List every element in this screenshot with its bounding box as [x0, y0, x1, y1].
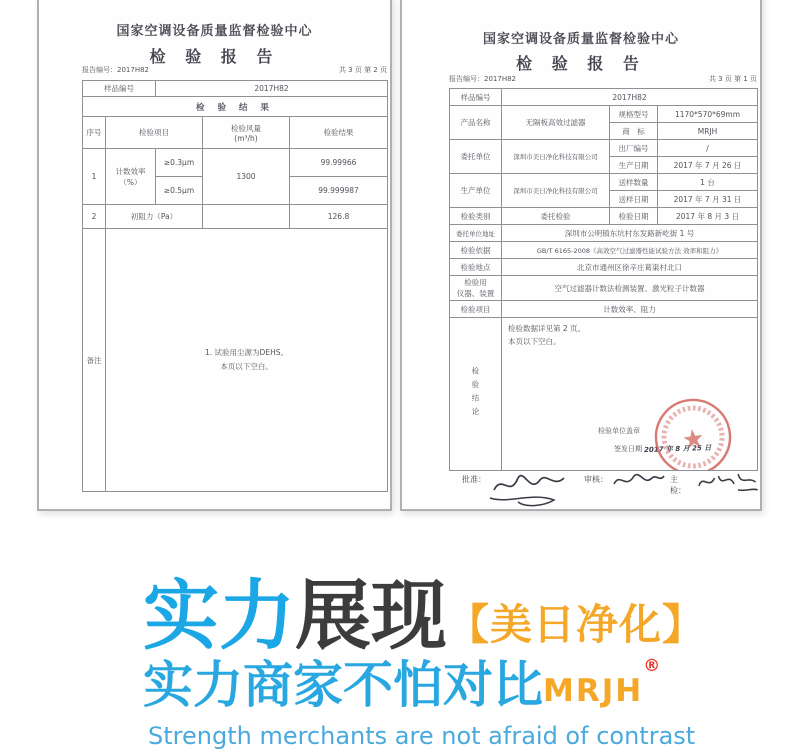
info-table	[449, 88, 758, 471]
report-page-2	[37, 0, 392, 511]
seal-caption: 检验单位盖章	[598, 427, 640, 435]
particle-size-1: ≥0.3μm	[156, 149, 203, 177]
basis-label: 检验依据	[450, 242, 502, 259]
item-resistance: 初阻力（Pa）	[106, 205, 203, 229]
product-label: 产品名称	[450, 106, 502, 140]
item-efficiency: 计数效率（%）	[106, 149, 156, 205]
instrument-label: 检验用 仪器、装置	[450, 276, 502, 301]
issue-date-line: 签发日期 2017 年 8 月 25 日	[614, 443, 712, 455]
maker-value: 深圳市美日净化科技有限公司	[502, 174, 610, 208]
col-header-no: 序号	[83, 117, 106, 149]
results-table	[82, 80, 388, 492]
sample-date-value: 2017 年 7 月 31 日	[658, 191, 758, 208]
result-value-1: 99.99966	[290, 149, 388, 177]
items-label: 检验项目	[450, 301, 502, 318]
report-meta	[449, 74, 757, 84]
page-indicator: 共 3 页 第 2 页	[338, 66, 387, 74]
type-value: 委托检验	[502, 208, 610, 225]
red-round-stamp-icon	[647, 391, 740, 471]
registered-trademark-icon: ®	[643, 656, 661, 676]
subheadline-text: 实力商家不怕对比	[143, 656, 543, 714]
banner-english-tagline: Strength merchants are not afraid of contrast	[148, 722, 696, 750]
location-label: 检验地点	[450, 259, 502, 276]
col-header-item: 检验项目	[106, 117, 203, 149]
page-indicator: 共 3 页 第 1 页	[708, 75, 757, 83]
row-no: 2	[83, 205, 106, 229]
spec-label: 规格型号	[610, 106, 658, 123]
basis-value: GB/T 6165-2008《高效空气过滤器性能试验方法 效率和阻力》	[502, 242, 758, 259]
col-header-result: 检验结果	[290, 117, 388, 149]
items-value: 计数效率、阻力	[502, 301, 758, 318]
table-row	[450, 301, 758, 318]
insp-date-value: 2017 年 8 月 3 日	[658, 208, 758, 225]
signature-row	[402, 474, 760, 510]
banner-headline	[143, 571, 706, 660]
report-number: 报告编号：2017H82	[82, 66, 149, 74]
brand-value: MRJH	[658, 123, 758, 140]
report-page-1	[400, 0, 762, 511]
sample-date-label: 送样日期	[610, 191, 658, 208]
remarks-cell	[106, 229, 388, 492]
sample-no-value: 2017H82	[156, 81, 388, 97]
table-row	[83, 149, 388, 177]
reviewer-signature: 审核：	[584, 474, 666, 494]
center-name: 国家空调设备质量监督检验中心	[482, 32, 679, 47]
table-row	[450, 140, 758, 157]
particle-size-2: ≥0.5μm	[156, 177, 203, 205]
inspector-signature: 主检：	[670, 474, 760, 496]
headline-strength-text: 实力	[143, 571, 295, 660]
signature-scribble-icon	[610, 468, 666, 494]
table-row	[83, 205, 388, 229]
col-header-airflow: 检验风量 (m³/h)	[203, 117, 290, 149]
report-meta	[82, 65, 387, 75]
brand-mrjh-text: MRJH	[543, 673, 644, 709]
table-row	[450, 276, 758, 301]
signature-scribble-icon	[695, 468, 760, 496]
spec-value: 1170*570*69mm	[658, 106, 758, 123]
location-value: 北京市通州区徐辛庄葛渠村北口	[502, 259, 758, 276]
conclusion-cell	[502, 318, 758, 471]
center-name: 国家空调设备质量监督检验中心	[116, 24, 313, 39]
table-row	[450, 89, 758, 106]
client-value: 深圳市美日净化科技有限公司	[502, 140, 610, 174]
maker-label: 生产单位	[450, 174, 502, 208]
qty-label: 送样数量	[610, 174, 658, 191]
sample-no-label: 样品编号	[83, 81, 156, 97]
table-row	[450, 242, 758, 259]
factory-no-label: 出厂编号	[610, 140, 658, 157]
table-header-row	[83, 117, 388, 149]
table-row	[450, 208, 758, 225]
table-row	[450, 225, 758, 242]
signature-scribble-icon	[488, 468, 574, 508]
conclusion-row	[450, 318, 758, 471]
row-no: 1	[83, 149, 106, 205]
result-value-2: 99.999987	[290, 177, 388, 205]
qty-value: 1 台	[658, 174, 758, 191]
result-value-3: 126.8	[290, 205, 388, 229]
table-row	[450, 106, 758, 123]
instrument-value: 空气过滤器计数法检测装置、激光粒子计数器	[502, 276, 758, 301]
empty-cell	[203, 205, 290, 229]
airflow-value: 1300	[203, 149, 290, 205]
issue-date-handwritten: 2017 年 8 月 25 日	[644, 443, 712, 455]
headline-show-text: 展现	[295, 571, 447, 660]
banner-subheadline	[143, 656, 661, 714]
table-row	[83, 81, 388, 97]
results-section-title: 检 验 结 果	[83, 97, 388, 117]
sample-no-value: 2017H82	[502, 89, 758, 106]
note-line-2: 本页以下空白。	[220, 362, 273, 371]
report-number: 报告编号：2017H82	[449, 75, 516, 83]
conclusion-label: 检验结论	[450, 318, 502, 471]
table-row	[450, 174, 758, 191]
marketing-banner	[0, 560, 790, 750]
product-value: 无隔板高效过滤器	[502, 106, 610, 140]
prod-date-value: 2017 年 7 月 26 日	[658, 157, 758, 174]
remarks-label: 备注	[83, 229, 106, 492]
remarks-row	[83, 229, 388, 492]
headline-brand-bracket: 【美日净化】	[447, 600, 706, 649]
conclusion-notes: 检验数据详见第 2 页。 本页以下空白。	[508, 324, 586, 346]
brand-label: 商 标	[610, 123, 658, 140]
addr-label: 委托单位地址	[450, 225, 502, 242]
factory-no-value: /	[658, 140, 758, 157]
type-label: 检验类别	[450, 208, 502, 225]
addr-value: 深圳市公明镇东坑村东发路新屹街 1 号	[502, 225, 758, 242]
note-line-1: 1. 试验用尘源为DEHS。	[205, 347, 288, 357]
insp-date-label: 检验日期	[610, 208, 658, 225]
report-title: 检 验 报 告	[516, 54, 646, 73]
approver-signature: 批准：	[462, 474, 574, 508]
report-title: 检 验 报 告	[149, 47, 280, 66]
sample-no-label: 样品编号	[450, 89, 502, 106]
prod-date-label: 生产日期	[610, 157, 658, 174]
table-row	[83, 97, 388, 117]
client-label: 委托单位	[450, 140, 502, 174]
table-row	[450, 259, 758, 276]
